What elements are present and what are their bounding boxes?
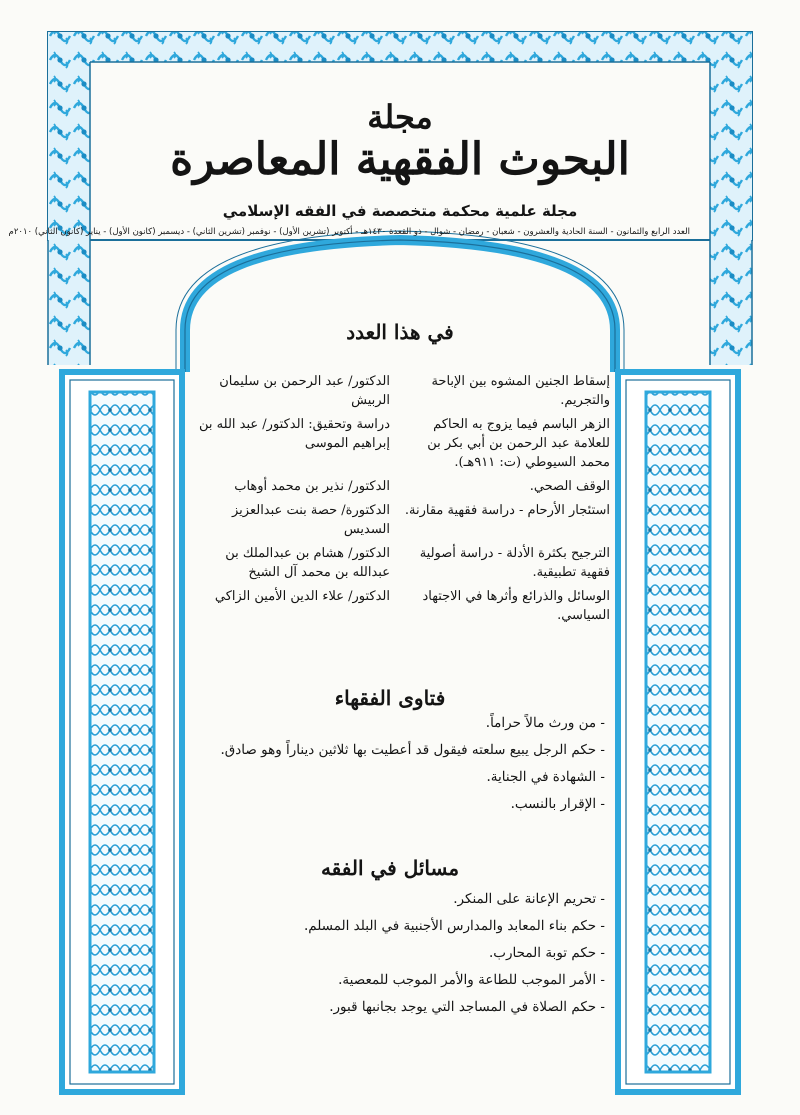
contents-row — [190, 372, 610, 410]
fatawa-heading: فتاوى الفقهاء — [334, 686, 446, 710]
article-title: الزهر الباسم فيما يزوج به الحاكم للعلامة عبد الرحمن بن أبي بكر بن محمد السيوطي (ت: ٩١١هـ). — [427, 417, 610, 470]
masail-heading: مسائل في الفقه — [320, 856, 460, 880]
article-title: الوقف الصحي. — [529, 479, 610, 494]
list-item: - الإقرار بالنسب. — [195, 795, 605, 814]
list-item: - حكم بناء المعابد والمدارس الأجنبية في البلد المسلم. — [195, 917, 605, 936]
article-title: إسقاط الجنين المشوه بين الإباحة والتجريم. — [431, 374, 610, 408]
right-pillar — [618, 372, 738, 1092]
article-title: استئجار الأرحام - دراسة فقهية مقارنة. — [404, 503, 610, 518]
contents-row — [190, 415, 610, 472]
contents-heading: في هذا العدد — [346, 320, 454, 344]
list-item: - تحريم الإعانة على المنكر. — [195, 890, 605, 909]
issue-info: العدد الرابع والثمانون - السنة الحادية والعشرون - شعبان - رمضان - شوال - ذو القعدة ١٤٣٠هـ - أكتوبر (تشرين الأول) - نوفمبر (تشرين الثاني) - ديسمبر (كانون الأول) - يناير (كانون الثاني) ٢٠١٠م — [8, 227, 690, 237]
list-item: - من ورث مالاً حراماً. — [195, 714, 605, 733]
article-author: دراسة وتحقيق: الدكتور/ عبد الله بن إبراهيم الموسى — [199, 417, 390, 451]
article-author: الدكتور/ عبد الرحمن بن سليمان الربيش — [219, 374, 390, 408]
arch — [176, 231, 624, 372]
journal-title: البحوث الفقهية المعاصرة — [170, 134, 630, 185]
article-author: الدكتور/ نذير بن محمد أوهاب — [234, 479, 390, 494]
article-title: الترجيح بكثرة الأدلة - دراسة أصولية فقهية تطبيقية. — [419, 546, 610, 580]
contents-row — [190, 477, 610, 496]
article-author: الدكتور/ علاء الدين الأمين الزاكي — [214, 589, 390, 604]
contents-table — [190, 372, 610, 630]
contents-row — [190, 501, 610, 539]
list-item: - الأمر الموجب للطاعة والأمر الموجب للمعصية. — [195, 971, 605, 990]
list-item: - حكم الرجل يبيع سلعته فيقول قد أعطيت بها ثلاثين ديناراً وهو صادق. — [195, 741, 605, 760]
left-pillar — [62, 372, 182, 1092]
list-item: - حكم توبة المحارب. — [195, 944, 605, 963]
contents-row — [190, 587, 610, 625]
article-author: الدكتورة/ حصة بنت عبدالعزيز السديس — [232, 503, 390, 537]
article-author: الدكتور/ هشام بن عبدالملك بن عبدالله بن محمد آل الشيخ — [225, 546, 390, 580]
fatawa-list — [195, 714, 605, 822]
masail-list — [195, 890, 605, 1025]
list-item: - الشهادة في الجناية. — [195, 768, 605, 787]
magazine-label: مجلة — [367, 98, 433, 136]
article-title: الوسائل والذرائع وأثرها في الاجتهاد السياسي. — [422, 589, 610, 623]
journal-subtitle: مجلة علمية محكمة متخصصة في الفقه الإسلامي — [222, 202, 578, 220]
contents-row — [190, 544, 610, 582]
side-ornament-columns — [48, 240, 752, 365]
list-item: - حكم الصلاة في المساجد التي يوجد بجانبها قبور. — [195, 998, 605, 1017]
